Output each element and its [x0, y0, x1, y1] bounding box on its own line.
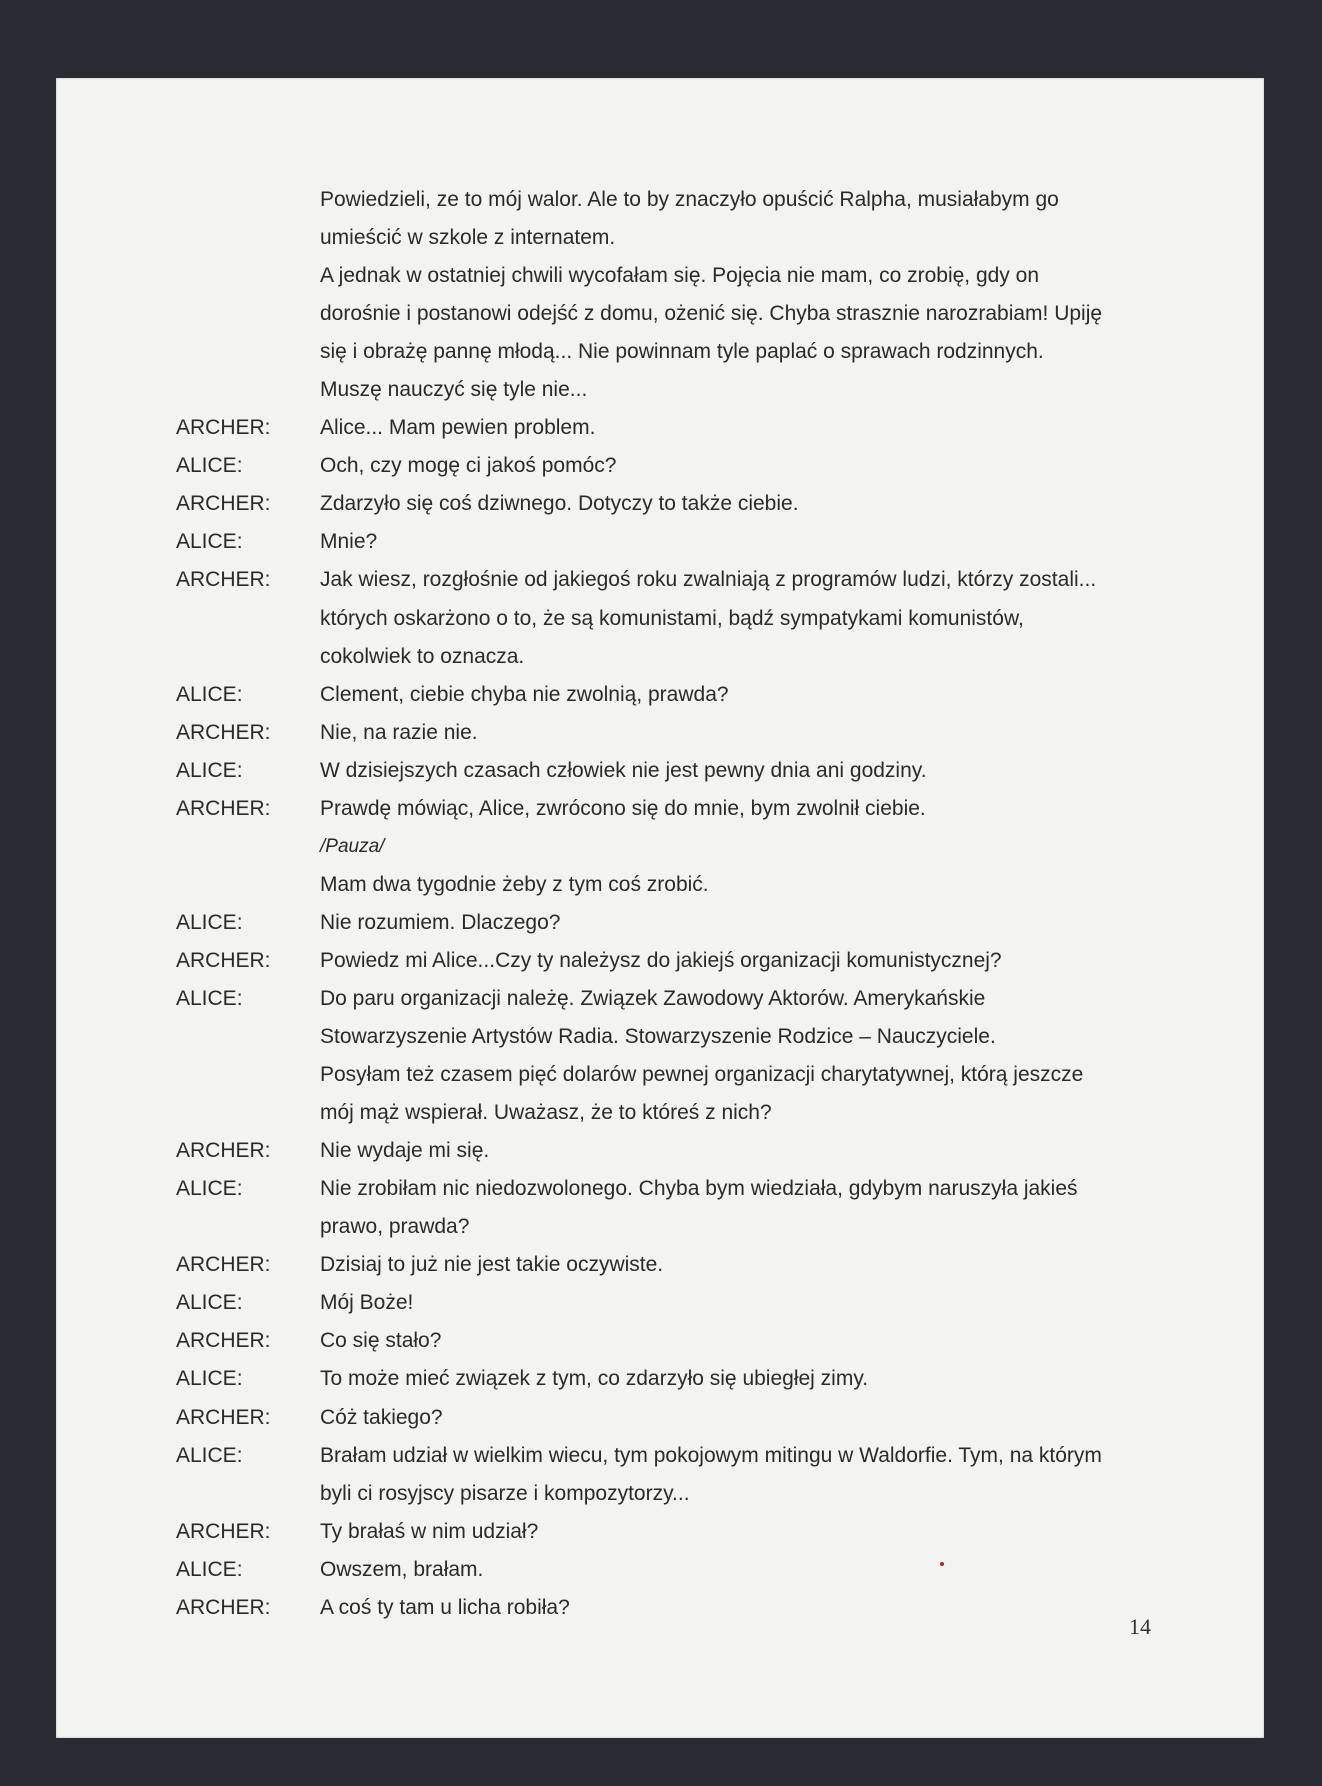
page-number: 14	[1129, 1614, 1151, 1639]
dialogue-line	[176, 1551, 1216, 1589]
speaker-name: ARCHER:	[176, 1329, 271, 1353]
dialogue-text: byli ci rosyjscy pisarze i kompozytorzy...	[320, 1481, 690, 1505]
dialogue-text: Nie zrobiłam nic niedozwolonego. Chyba bym wiedziała, gdybym naruszyła jakieś	[320, 1177, 1078, 1201]
dialogue-text: Nie, na razie nie.	[320, 720, 478, 744]
dialogue-line	[176, 828, 1216, 866]
speaker-name: ARCHER:	[176, 1405, 271, 1429]
dialogue-text: Co się stało?	[320, 1329, 442, 1353]
speaker-name: ALICE:	[176, 1291, 243, 1315]
dialogue-text: Clement, ciebie chyba nie zwolnią, prawda?	[320, 682, 729, 706]
dialogue-line	[176, 600, 1216, 638]
dialogue-line	[176, 409, 1216, 447]
dialogue-line	[176, 447, 1216, 485]
dialogue-line	[176, 980, 1216, 1018]
ink-speck	[940, 1562, 944, 1566]
speaker-name: ARCHER:	[176, 492, 271, 516]
dialogue-text: Mnie?	[320, 530, 378, 554]
speaker-name: ALICE:	[176, 1177, 243, 1201]
dialogue-text: Zdarzyło się coś dziwnego. Dotyczy to także ciebie.	[320, 492, 799, 516]
dialogue-text: Powiedzieli, ze to mój walor. Ale to by znaczyło opuścić Ralpha, musiałabym go	[320, 188, 1059, 212]
dialogue-line	[176, 333, 1216, 371]
dialogue-text: Muszę nauczyć się tyle nie...	[320, 378, 588, 402]
speaker-name: ALICE:	[176, 682, 243, 706]
dialogue-line	[176, 561, 1216, 599]
dialogue-text: Cóż takiego?	[320, 1405, 443, 1429]
dialogue-line	[176, 1437, 1216, 1475]
speaker-name: ARCHER:	[176, 568, 271, 592]
speaker-name: ALICE:	[176, 910, 243, 934]
dialogue-line	[176, 219, 1216, 257]
dialogue-line	[176, 1475, 1216, 1513]
dialogue-line	[176, 1132, 1216, 1170]
dialogue-line	[176, 1246, 1216, 1284]
dialogue-line	[176, 1360, 1216, 1398]
dialogue-text: Jak wiesz, rozgłośnie od jakiegoś roku zwalniają z programów ludzi, którzy zostali...	[320, 568, 1097, 592]
dialogue-line	[176, 1208, 1216, 1246]
dialogue-text: cokolwiek to oznacza.	[320, 644, 525, 668]
dialogue-text: prawo, prawda?	[320, 1215, 470, 1239]
dialogue-line	[176, 1399, 1216, 1437]
dialogue-text: dorośnie i postanowi odejść z domu, ożenić się. Chyba strasznie narozrabiam! Upiję	[320, 302, 1103, 326]
dialogue-line	[176, 752, 1216, 790]
dialogue-line	[176, 1284, 1216, 1322]
speaker-name: ALICE:	[176, 1443, 243, 1467]
dialogue-text: Brałam udział w wielkim wiecu, tym pokojowym mitingu w Waldorfie. Tym, na którym	[320, 1443, 1102, 1467]
speaker-name: ARCHER:	[176, 416, 271, 440]
dialogue-line	[176, 257, 1216, 295]
dialogue-text: się i obrażę pannę młodą... Nie powinnam tyle paplać o sprawach rodzinnych.	[320, 340, 1044, 364]
speaker-name: ALICE:	[176, 1557, 243, 1581]
script-page	[56, 78, 1264, 1738]
dialogue-text: A jednak w ostatniej chwili wycofałam się. Pojęcia nie mam, co zrobię, gdy on	[320, 264, 1040, 288]
speaker-name: ALICE:	[176, 454, 243, 478]
speaker-name: ARCHER:	[176, 1519, 271, 1543]
stage-direction: /Pauza/	[320, 835, 385, 857]
dialogue-text: umieścić w szkole z internatem.	[320, 226, 616, 250]
dialogue-line	[176, 371, 1216, 409]
dialogue-line	[176, 790, 1216, 828]
speaker-name: ARCHER:	[176, 948, 271, 972]
dialogue-text: Nie rozumiem. Dlaczego?	[320, 910, 561, 934]
dialogue-text: Owszem, brałam.	[320, 1557, 484, 1581]
speaker-name: ALICE:	[176, 987, 243, 1010]
speaker-name: ARCHER:	[176, 720, 271, 744]
dialogue-text: Och, czy mogę ci jakoś pomóc?	[320, 454, 617, 478]
dialogue-line	[176, 638, 1216, 676]
dialogue-text: Ty brałaś w nim udział?	[320, 1519, 539, 1543]
dialogue-text: mój mąż wspierał. Uważasz, że to któreś z nich?	[320, 1101, 772, 1125]
speaker-name: ALICE:	[176, 1367, 243, 1391]
dialogue-text: Dzisiaj to już nie jest takie oczywiste.	[320, 1253, 664, 1277]
dialogue-text: Mam dwa tygodnie żeby z tym coś zrobić.	[320, 872, 709, 896]
dialogue-line	[176, 942, 1216, 980]
dialogue-line	[176, 866, 1216, 904]
speaker-name: ALICE:	[176, 758, 243, 782]
dialogue-line	[176, 1018, 1216, 1056]
dialogue-line	[176, 904, 1216, 942]
dialogue-line	[176, 1094, 1216, 1132]
dialogue-line	[176, 523, 1216, 561]
dialogue-text: Stowarzyszenie Artystów Radia. Stowarzyszenie Rodzice – Nauczyciele.	[320, 1025, 996, 1049]
dialogue-line	[176, 1322, 1216, 1360]
speaker-name: ARCHER:	[176, 1253, 271, 1277]
dialogue-text: To może mieć związek z tym, co zdarzyło się ubiegłej zimy.	[320, 1367, 869, 1391]
dialogue-line	[176, 181, 1216, 219]
dialogue-line	[176, 1170, 1216, 1208]
dialogue-line	[176, 295, 1216, 333]
speaker-name: ALICE:	[176, 530, 243, 554]
dialogue-line	[176, 1056, 1216, 1094]
dialogue-line	[176, 676, 1216, 714]
dialogue-text: Posyłam też czasem pięć dolarów pewnej organizacji charytatywnej, którą jeszcze	[320, 1063, 1084, 1087]
dialogue-text: Powiedz mi Alice...Czy ty należysz do jakiejś organizacji komunistycznej?	[320, 948, 1002, 972]
speaker-name: ARCHER:	[176, 796, 271, 820]
dialogue-line	[176, 714, 1216, 752]
dialogue-text: Alice... Mam pewien problem.	[320, 416, 596, 440]
dialogue-script	[176, 181, 1216, 1627]
dialogue-line	[176, 485, 1216, 523]
dialogue-text: których oskarżono o to, że są komunistami, bądź sympatykami komunistów,	[320, 606, 1024, 630]
dialogue-text: Prawdę mówiąc, Alice, zwrócono się do mnie, bym zwolnił ciebie.	[320, 796, 926, 820]
dialogue-text: A coś ty tam u licha robiła?	[320, 1595, 570, 1619]
dialogue-text: Do paru organizacji należę. Związek Zawodowy Aktorów. Amerykańskie	[320, 987, 986, 1010]
dialogue-text: W dzisiejszych czasach człowiek nie jest pewny dnia ani godziny.	[320, 758, 927, 782]
dialogue-line	[176, 1513, 1216, 1551]
dialogue-text: Mój Boże!	[320, 1291, 414, 1315]
dialogue-text: Nie wydaje mi się.	[320, 1139, 490, 1163]
dialogue-line	[176, 1589, 1216, 1627]
speaker-name: ARCHER:	[176, 1595, 271, 1619]
speaker-name: ARCHER:	[176, 1139, 271, 1163]
